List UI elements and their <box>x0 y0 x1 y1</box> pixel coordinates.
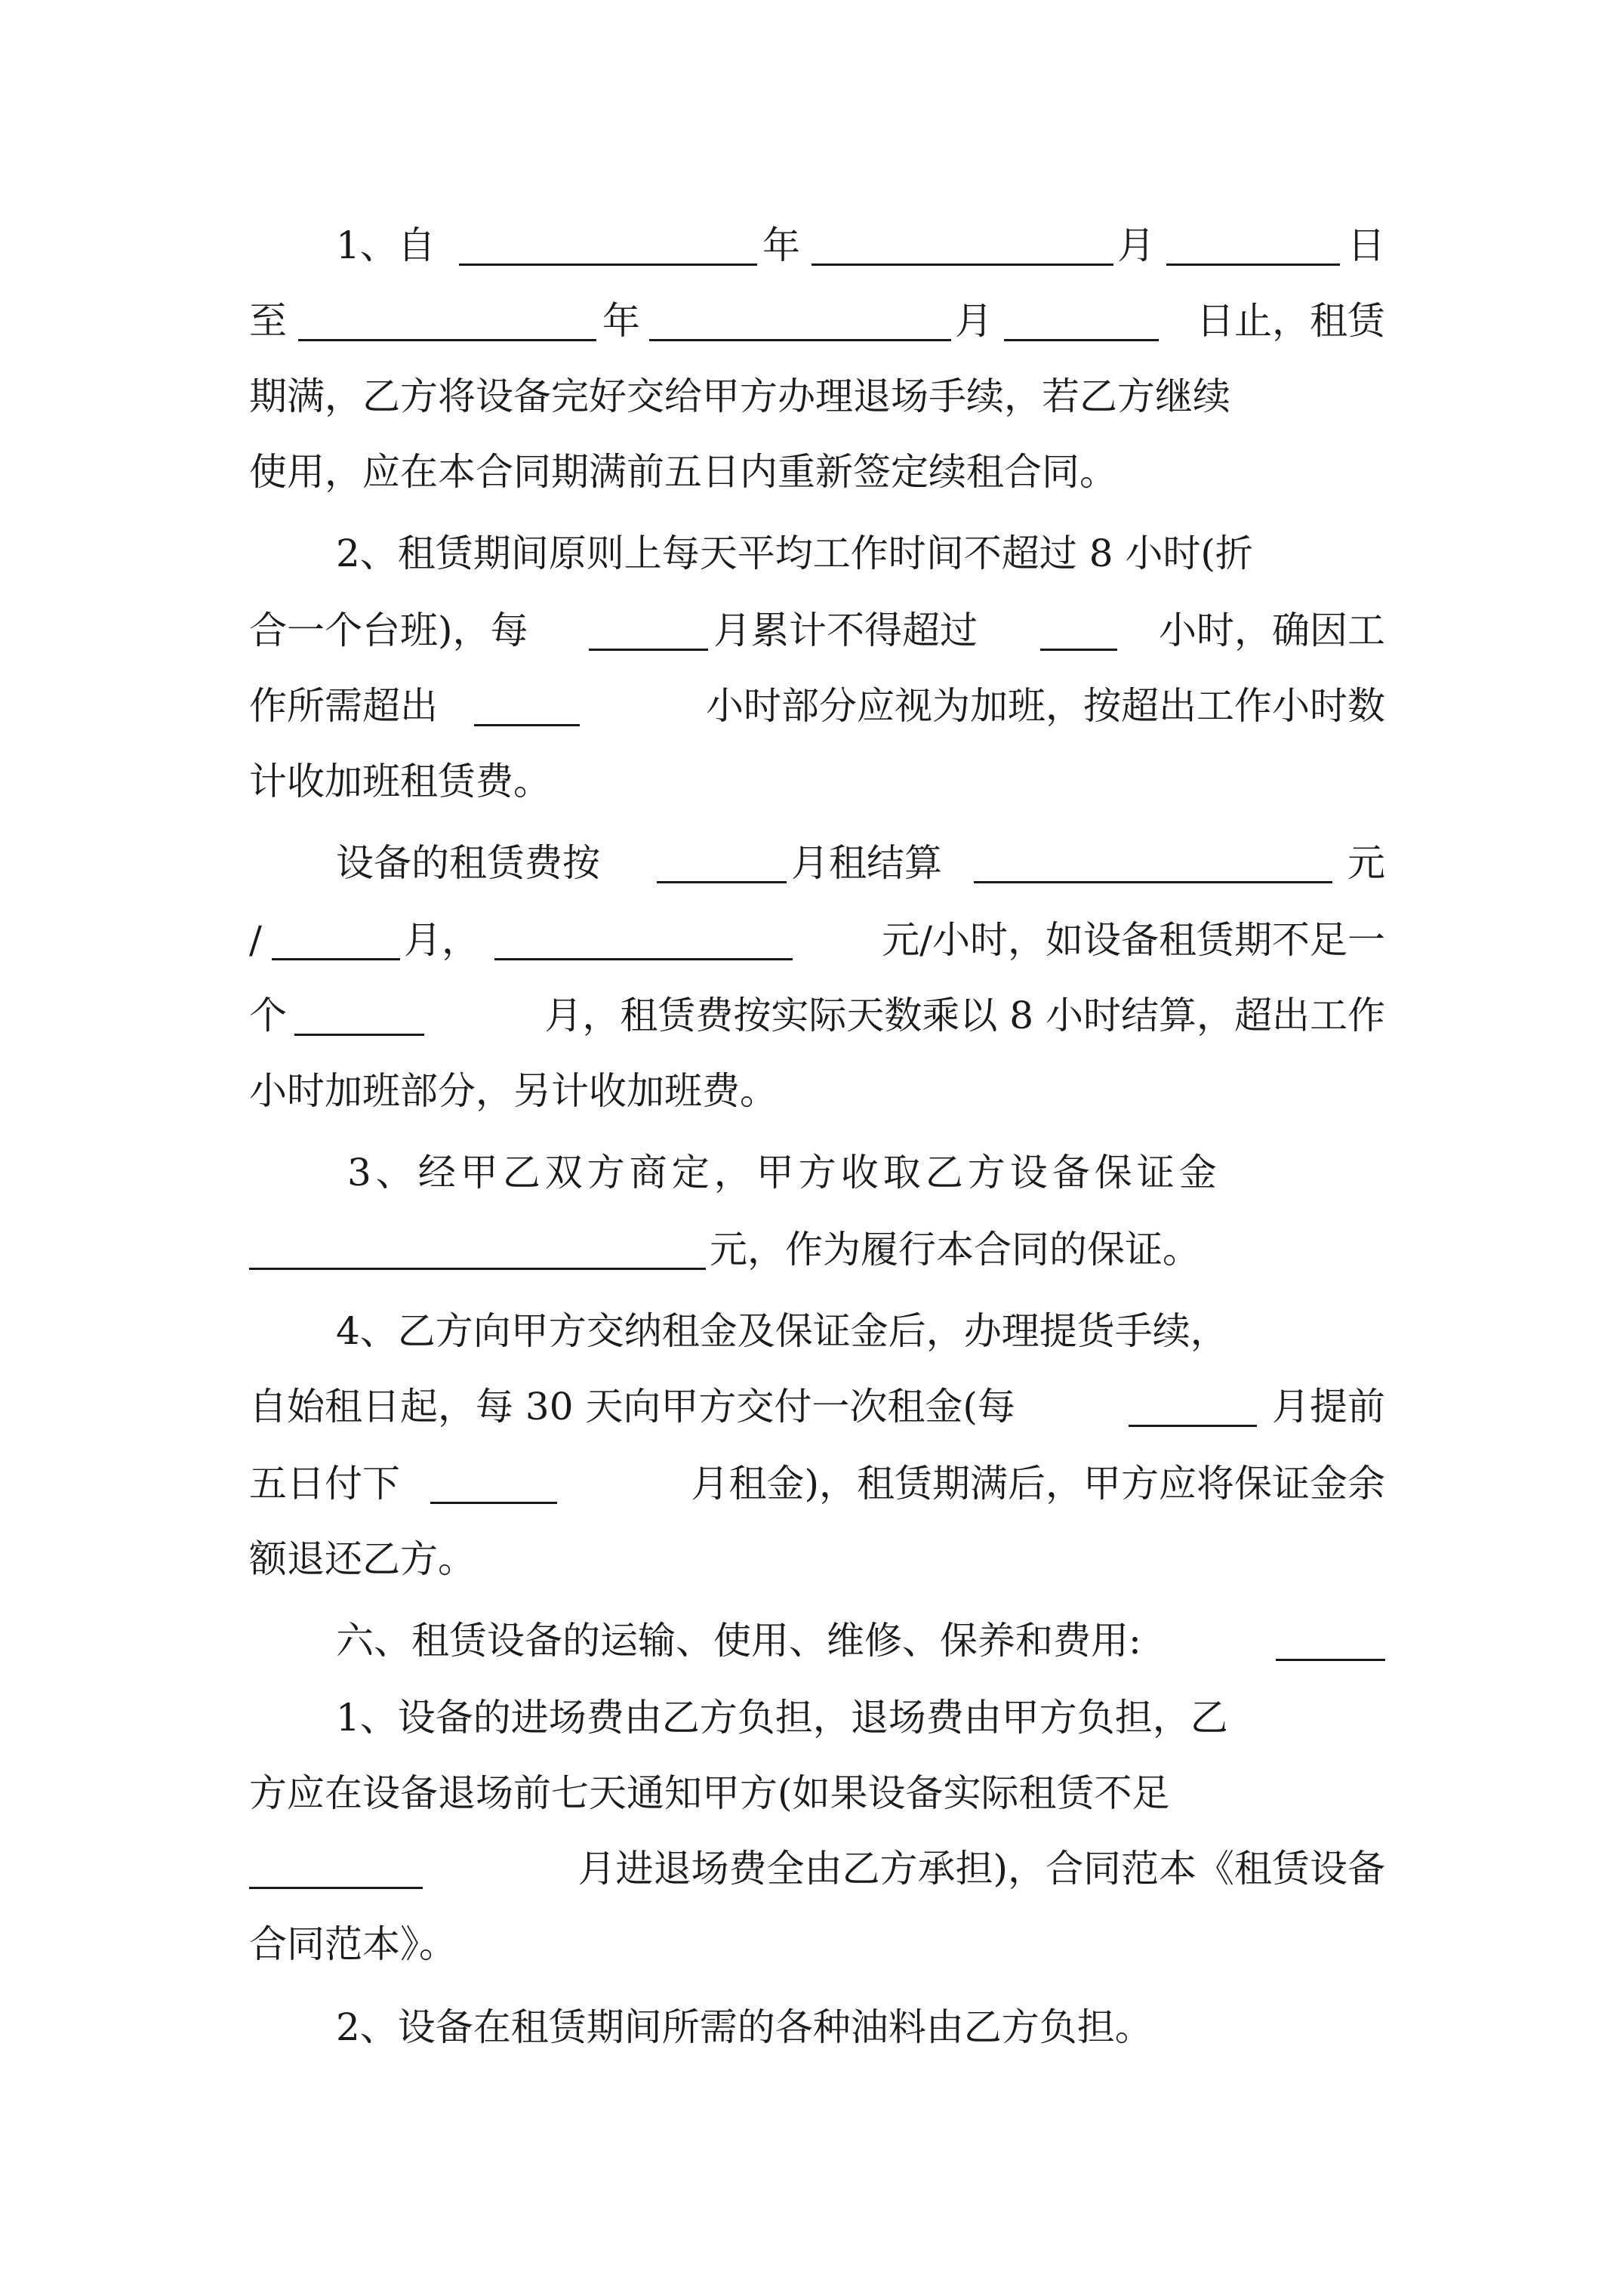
text: 月， <box>404 918 479 962</box>
text: 小时加班部分，另计收加班费。 <box>249 1069 778 1113</box>
text: 月 <box>955 299 993 343</box>
clause-1-start: 1、自 <box>336 223 436 267</box>
text: 方应在设备退场前七天通知甲方(如果设备实际租赁不足 <box>249 1771 1170 1815</box>
blank-line <box>249 1832 423 1889</box>
text: 元/小时，如设备租赁期不足一 <box>882 918 1385 962</box>
blank-line <box>974 827 1332 883</box>
line-23 <box>0 1908 1623 1980</box>
line-1 <box>0 209 1623 282</box>
blank-line <box>272 904 400 960</box>
blank-line <box>298 285 596 341</box>
section-6-clause-1: 1、设备的进场费由乙方负担，退场费由甲方负担，乙 <box>336 1696 1228 1740</box>
line-9 <box>0 827 1623 899</box>
text: 小时部分应视为加班，按超出工作小时数 <box>706 684 1385 728</box>
blank-line <box>474 670 580 726</box>
line-13 <box>0 1136 1623 1209</box>
line-12 <box>0 1055 1623 1127</box>
text: 月，租赁费按实际天数乘以 8 小时结算，超出工作 <box>544 994 1385 1037</box>
blank-line <box>1129 1370 1257 1427</box>
text: 额退还乙方。 <box>249 1537 476 1581</box>
text: 月提前 <box>1272 1385 1385 1428</box>
line-15 <box>0 1295 1623 1367</box>
clause-2-start: 2、租赁期间原则上每天平均工作时间不超过 8 小时(折 <box>336 532 1253 575</box>
text: 作所需超出 <box>249 684 438 728</box>
text: 月租金)，租赁期满后，甲方应将保证金余 <box>691 1462 1385 1505</box>
text: 至 <box>249 299 287 343</box>
blank-line <box>589 594 708 651</box>
line-6 <box>0 594 1623 667</box>
line-24 <box>0 1991 1623 2063</box>
line-22 <box>0 1832 1623 1905</box>
text: 设备的租赁费按 <box>336 841 600 885</box>
line-3 <box>0 360 1623 433</box>
line-10 <box>0 904 1623 976</box>
text: 小时，确因工 <box>1159 609 1385 652</box>
text: 个 <box>249 994 287 1037</box>
line-4 <box>0 436 1623 508</box>
text: 五日付下 <box>249 1462 400 1505</box>
blank-line <box>249 1213 706 1270</box>
line-8 <box>0 745 1623 818</box>
blank-line <box>1040 594 1117 651</box>
blank-line <box>294 979 424 1036</box>
text: 元，作为履行本合同的保证。 <box>710 1228 1200 1271</box>
text: 日 <box>1347 223 1385 267</box>
blank-line <box>657 827 787 883</box>
blank-line <box>459 209 757 266</box>
line-5 <box>0 517 1623 590</box>
clause-4-start: 4、乙方向甲方交纳租金及保证金后，办理提货手续， <box>336 1309 1228 1353</box>
line-19 <box>0 1604 1623 1677</box>
text: 自始租日起，每 30 天向甲方交付一次租金(每 <box>249 1385 1015 1428</box>
line-2 <box>0 285 1623 357</box>
text: 月租结算 <box>791 841 942 885</box>
section-6-clause-2: 2、设备在租赁期间所需的各种油料由乙方负担。 <box>336 2005 1153 2049</box>
line-16 <box>0 1370 1623 1443</box>
blank-line <box>1166 209 1340 266</box>
text: 月 <box>1117 223 1155 267</box>
text: 月进退场费全由乙方承担)，合同范本《租赁设备 <box>577 1847 1385 1891</box>
text: / <box>249 918 262 962</box>
text: 日止，租赁 <box>1196 299 1385 343</box>
text: 计收加班租赁费。 <box>249 760 551 803</box>
line-11 <box>0 979 1623 1052</box>
text: 合一个台班)，每 <box>249 609 528 652</box>
line-18 <box>0 1523 1623 1595</box>
line-21 <box>0 1757 1623 1829</box>
text: 元 <box>1347 841 1385 885</box>
blank-line <box>1276 1604 1385 1661</box>
blank-line <box>649 285 951 341</box>
line-7 <box>0 670 1623 742</box>
blank-line <box>494 904 793 960</box>
text: 期满，乙方将设备完好交给甲方办理退场手续，若乙方继续 <box>249 374 1230 418</box>
blank-line <box>430 1447 557 1504</box>
line-20 <box>0 1681 1623 1754</box>
text: 使用，应在本合同期满前五日内重新签定续租合同。 <box>249 450 1117 494</box>
clause-3-start: 3、经甲乙双方商定，甲方收取乙方设备保证金 <box>347 1151 1221 1194</box>
text: 年 <box>602 299 640 343</box>
blank-line <box>1004 285 1159 341</box>
section-6-heading: 六、租赁设备的运输、使用、维修、保养和费用: <box>336 1619 1141 1663</box>
line-17 <box>0 1447 1623 1520</box>
line-14 <box>0 1213 1623 1286</box>
text: 年 <box>762 223 800 267</box>
text: 月累计不得超过 <box>713 609 978 652</box>
blank-line <box>812 209 1113 266</box>
text: 合同范本》。 <box>249 1922 457 1966</box>
